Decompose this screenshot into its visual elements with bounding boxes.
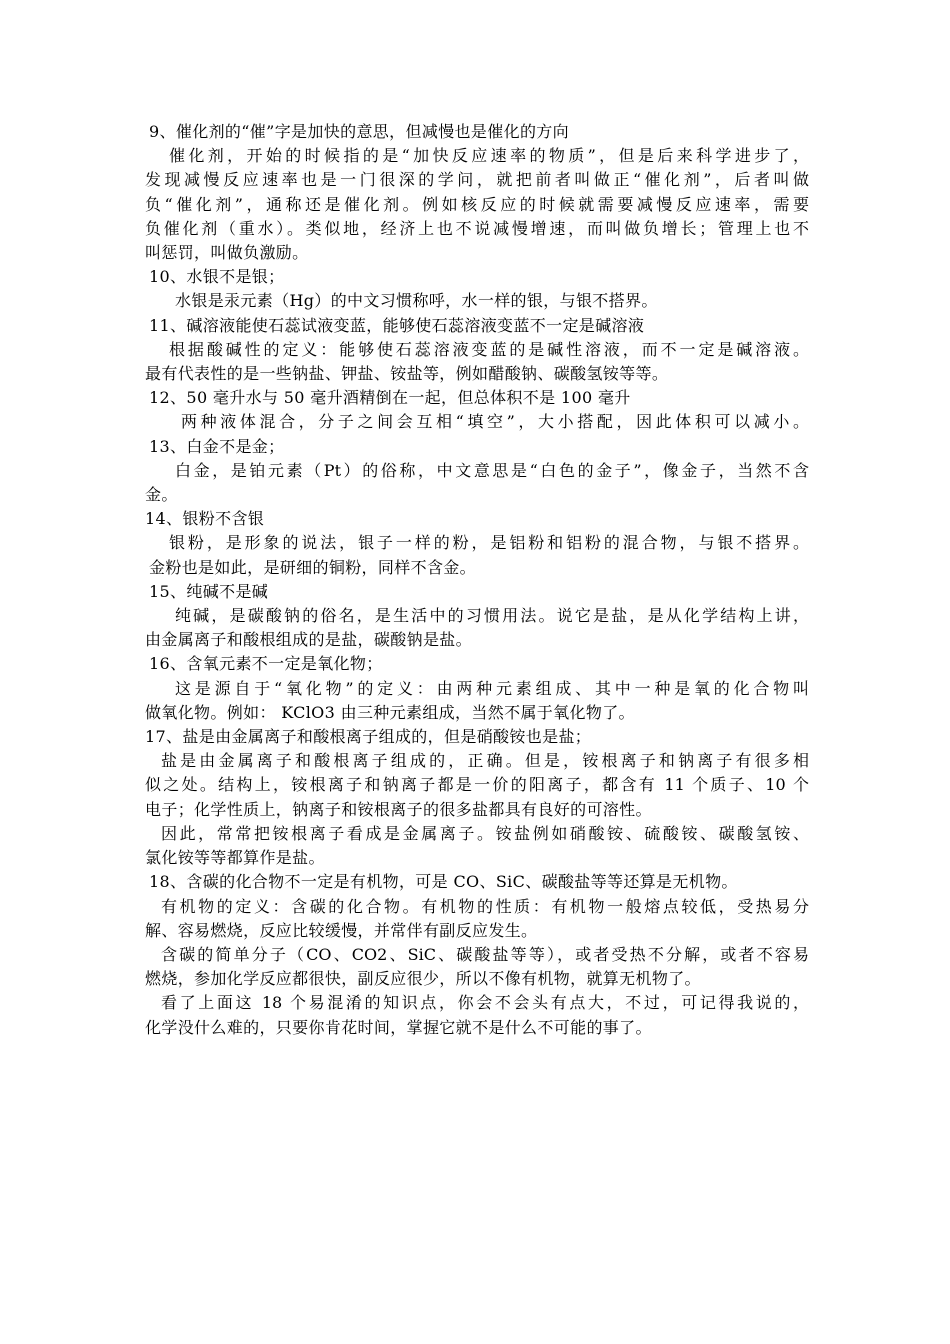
- heading-18: 18、含碳的化合物不一定是有机物，可是 CO、SiC、碳酸盐等等还算是无机物。: [149, 872, 738, 892]
- heading-13: 13、白金不是金；: [149, 436, 285, 456]
- heading-10: 10、水银不是银；: [149, 267, 285, 287]
- paragraph-line: 负“催化剂”，通称还是催化剂。例如核反应的时候就需要减慢反应速率，需要: [145, 194, 809, 214]
- paragraph-line: 这是源自于“氧化物”的定义：由两种元素组成、其中一种是氧的化合物叫: [175, 678, 809, 698]
- heading-9: 9、催化剂的“催”字是加快的意思，但减慢也是催化的方向: [149, 122, 569, 141]
- paragraph-line: 水银是汞元素（Hg）的中文习惯称呼，水一样的银，与银不搭界。: [175, 291, 658, 311]
- paragraph-line: 化学没什么难的，只要你肯花时间，掌握它就不是什么不可能的事了。: [145, 1017, 652, 1037]
- paragraph-line: 做氧化物。例如： KClO3 由三种元素组成，当然不属于氧化物了。: [145, 702, 635, 722]
- paragraph-line: 含碳的简单分子（CO、CO2、SiC、碳酸盐等等），或者受热不分解，或者不容易: [161, 944, 809, 964]
- paragraph-line: 银粉，是形象的说法，银子一样的粉，是铝粉和铝粉的混合物，与银不搭界。: [169, 533, 809, 553]
- paragraph-line: 催化剂，开始的时候指的是“加快反应速率的物质”，但是后来科学进步了，: [169, 146, 809, 166]
- paragraph-line: 根据酸碱性的定义：能够使石蕊溶液变蓝的是碱性溶液，而不一定是碱溶液。: [169, 339, 809, 359]
- paragraph-line: 电子；化学性质上，钠离子和铵根离子的很多盐都具有良好的可溶性。: [145, 799, 652, 819]
- heading-17: 17、盐是由金属离子和酸根离子组成的，但是硝酸铵也是盐；: [145, 727, 592, 747]
- paragraph-line: 负催化剂（重水）。类似地，经济上也不说减慢增速，而叫做负增长；管理上也不: [145, 218, 809, 238]
- paragraph-line: 最有代表性的是一些钠盐、钾盐、铵盐等，例如醋酸钠、碳酸氢铵等等。: [145, 364, 669, 384]
- paragraph-line: 白金，是铂元素（Pt）的俗称，中文意思是“白色的金子”，像金子，当然不含: [175, 460, 809, 480]
- paragraph-line: 叫惩罚，叫做负激励。: [145, 243, 309, 263]
- paragraph-line: 有机物的定义：含碳的化合物。有机物的性质：有机物一般熔点较低，受热易分: [161, 896, 809, 916]
- paragraph-line: 因此，常常把铵根离子看成是金属离子。铵盐例如硝酸铵、硫酸铵、碳酸氢铵、: [161, 823, 809, 843]
- paragraph-line: 燃烧，参加化学反应都很快，副反应很少，所以不像有机物，就算无机物了。: [145, 969, 701, 989]
- document-body: [145, 120, 809, 1040]
- paragraph-line: 看了上面这 18 个易混淆的知识点，你会不会头有点大，不过，可记得我说的，: [161, 993, 809, 1013]
- paragraph-line: 氯化铵等等都算作是盐。: [145, 848, 325, 868]
- paragraph-line: 金粉也是如此，是研细的铜粉，同样不含金。: [149, 557, 477, 577]
- paragraph-line: 盐是由金属离子和酸根离子组成的，正确。但是，铵根离子和钠离子有很多相: [161, 751, 809, 771]
- paragraph-line: 两种液体混合，分子之间会互相“填空”，大小搭配，因此体积可以减小。: [181, 412, 809, 432]
- paragraph-line: 解、容易燃烧，反应比较缓慢，并常伴有副反应发生。: [145, 920, 538, 940]
- paragraph-line: 纯碱，是碳酸钠的俗名，是生活中的习惯用法。说它是盐，是从化学结构上讲，: [175, 606, 809, 626]
- paragraph-line: 金。: [145, 485, 178, 505]
- heading-14: 14、银粉不含银: [145, 509, 265, 529]
- paragraph-line: 由金属离子和酸根组成的是盐，碳酸钠是盐。: [145, 630, 473, 650]
- heading-15: 15、纯碱不是碱: [149, 581, 269, 601]
- heading-16: 16、含氧元素不一定是氧化物；: [149, 654, 383, 674]
- paragraph-line: 发现减慢反应速率也是一门很深的学问，就把前者叫做正“催化剂”，后者叫做: [145, 170, 809, 190]
- paragraph-line: 似之处。结构上，铵根离子和钠离子都是一价的阳离子，都含有 11 个质子、10 个: [145, 775, 809, 795]
- heading-11: 11、碱溶液能使石蕊试液变蓝，能够使石蕊溶液变蓝不一定是碱溶液: [149, 315, 645, 335]
- heading-12: 12、50 毫升水与 50 毫升酒精倒在一起，但总体积不是 100 毫升: [149, 388, 631, 408]
